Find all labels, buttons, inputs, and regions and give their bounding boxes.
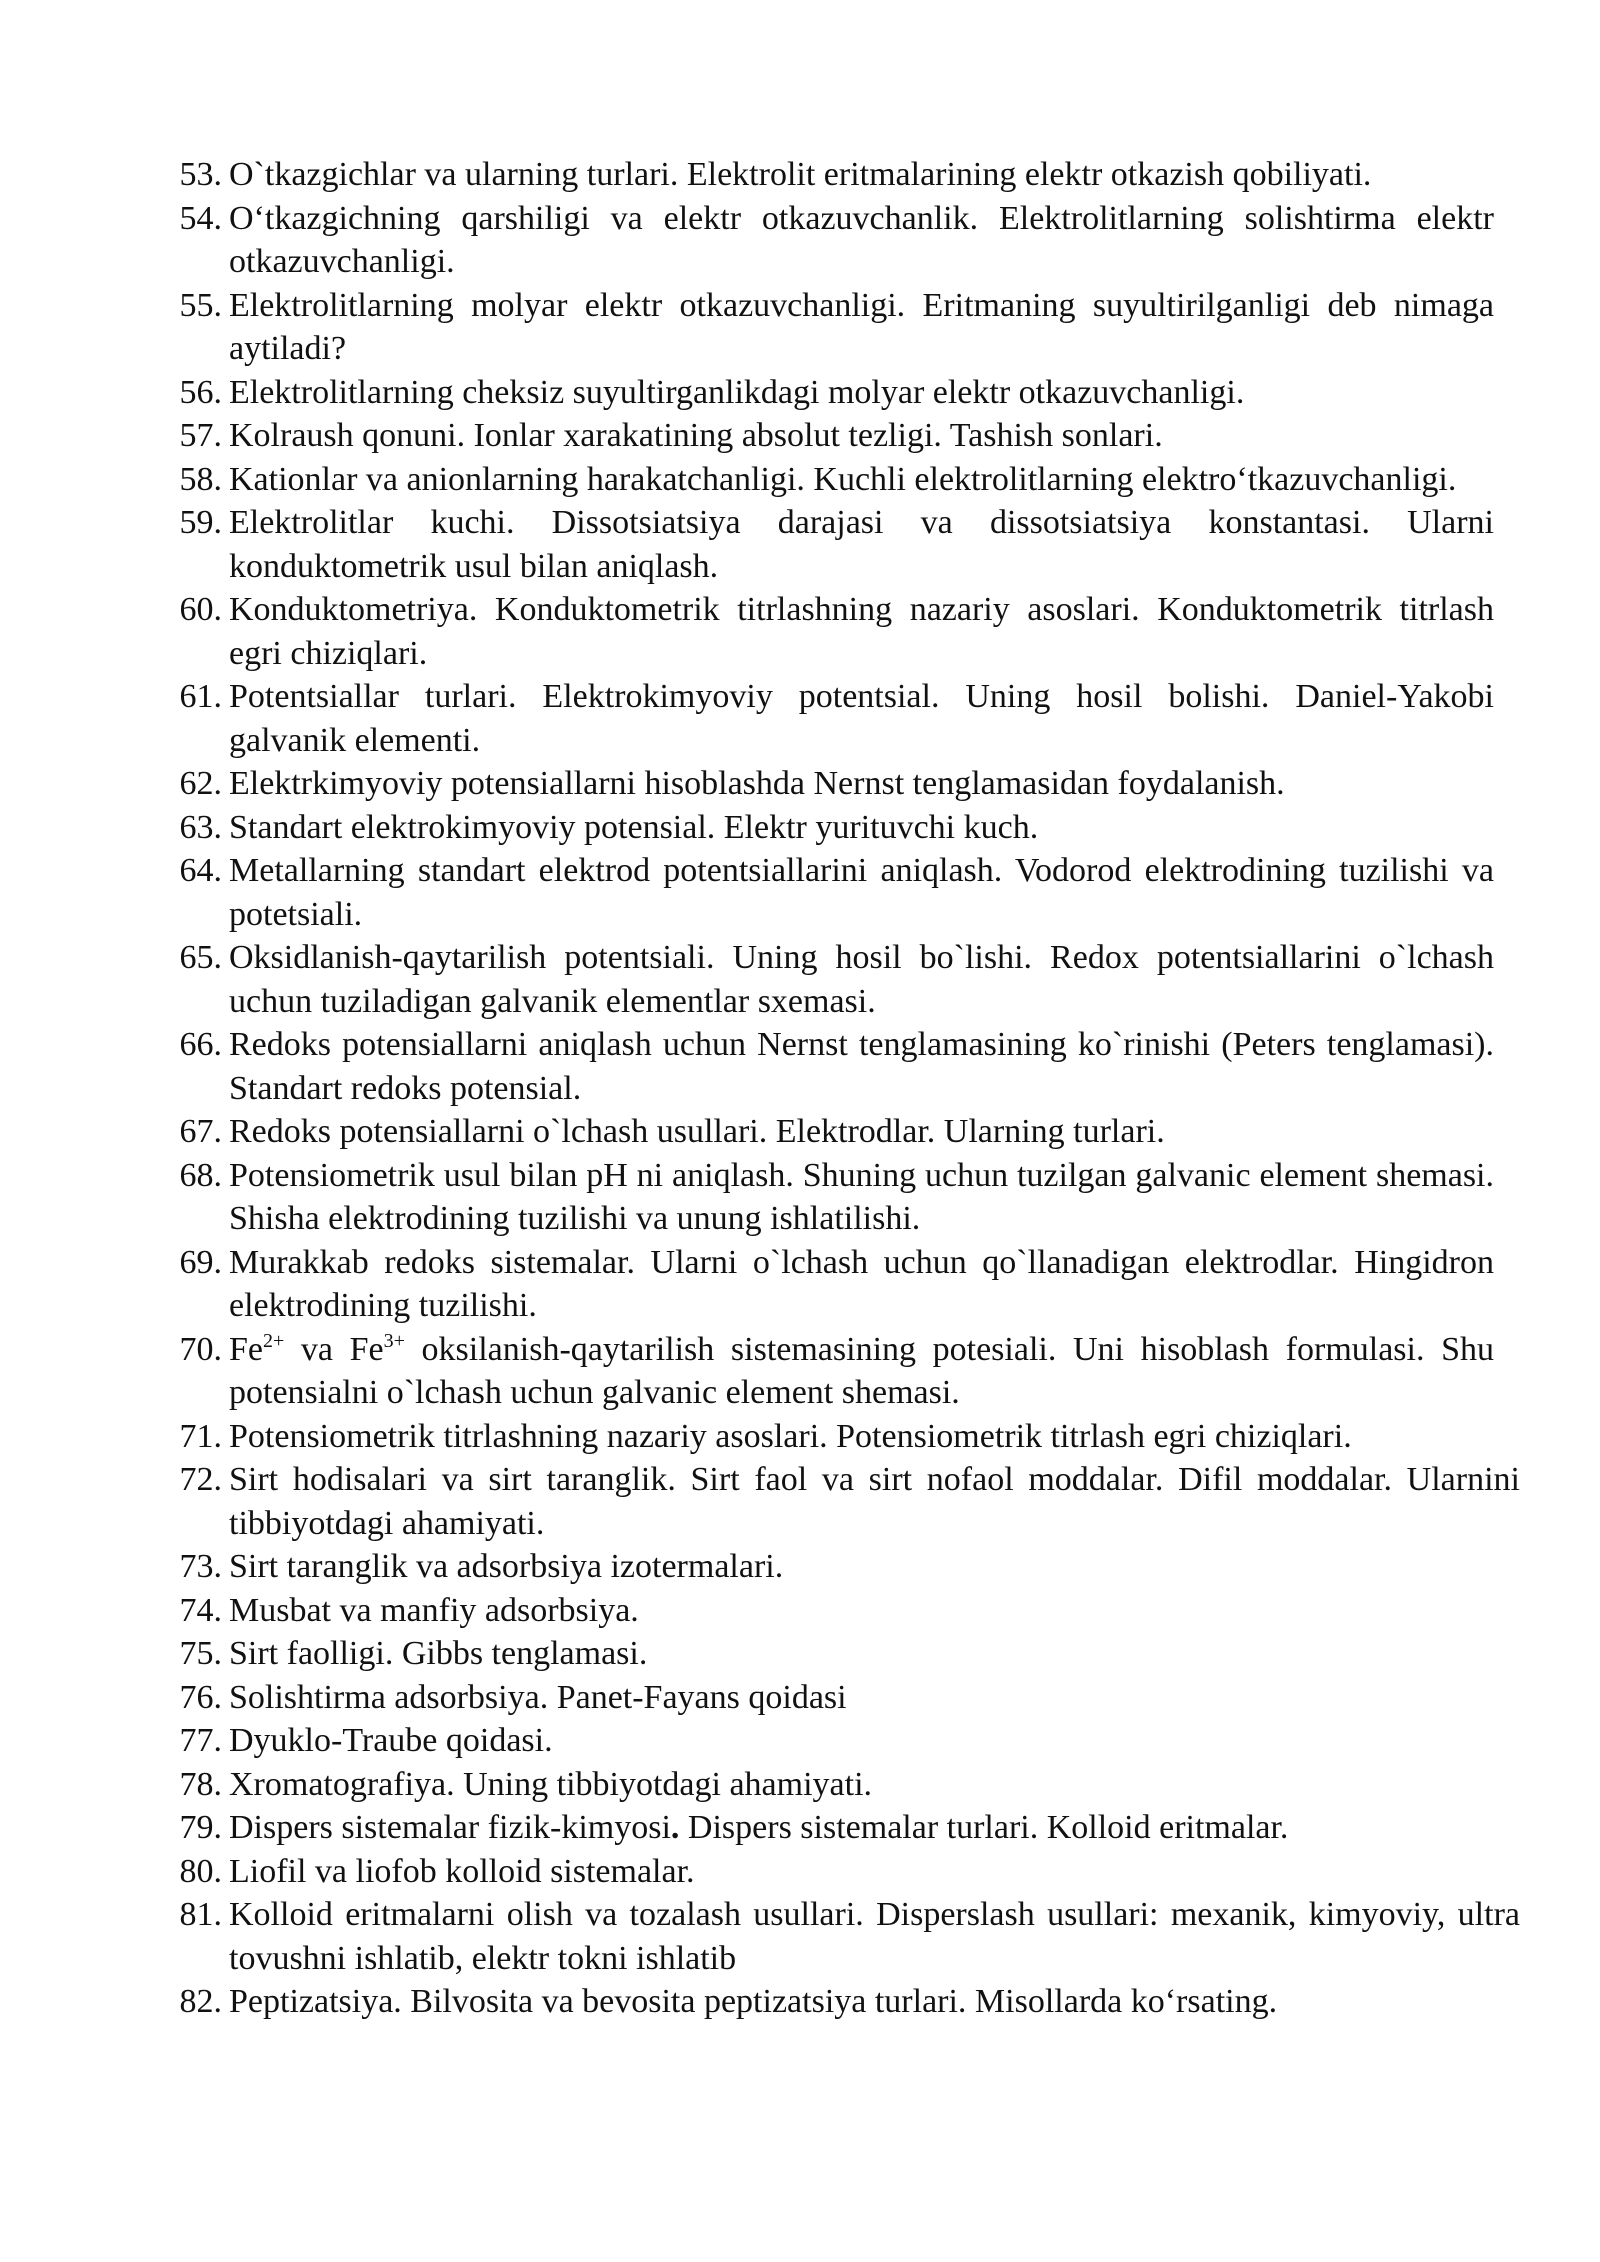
question-number: 78. [179, 1765, 222, 1803]
question-text: Standart elektrokimyoviy potensial. Elektr yurituvchi kuch. [229, 808, 1039, 846]
iron-ion-charge: 3+ [383, 1329, 405, 1352]
question-text: Solishtirma adsorbsiya. Panet-Fayans qoidasi [229, 1678, 847, 1716]
question-number: 65. [179, 939, 222, 976]
connector-text: va [284, 1330, 350, 1368]
question-item-78 [168, 1763, 1494, 1807]
question-text [229, 1328, 1494, 1415]
question-item-73 [168, 1545, 1494, 1589]
question-item-72 [168, 1458, 1520, 1545]
question-item-81 [168, 1893, 1520, 1980]
question-text: Kationlar va anionlarning harakatchanligi. Kuchli elektrolitlarning elektro‘tkazuvchanligi. [229, 460, 1457, 498]
question-number: 58. [179, 460, 222, 498]
iron-ion-symbol: Fe [229, 1330, 263, 1368]
question-item-80 [168, 1850, 1494, 1894]
question-text: Redoks potensiallarni o`lchash usullari. Elektrodlar. Ularning turlari. [229, 1113, 1165, 1150]
question-number: 75. [179, 1635, 222, 1672]
question-text: Elektrkimyoviy potensiallarni hisoblashda Nernst tenglamasidan foydalanish. [229, 765, 1285, 802]
question-text: Xromatografiya. Uning tibbiyotdagi ahamiyati. [229, 1765, 873, 1803]
question-text: Murakkab redoks sistemalar. Ularni o`lchash uchun qo`llanadigan elektrodlar. Hingidron elektrodining tuzilishi. [229, 1243, 1494, 1324]
question-item-79 [168, 1806, 1494, 1850]
question-item-57 [168, 414, 1494, 458]
question-number: 70. [179, 1330, 222, 1368]
question-text: Elektrolitlar kuchi. Dissotsiatsiya darajasi va dissotsiatsiya konstantasi. Ularni konduktometrik usul bilan aniqlash. [229, 504, 1494, 585]
question-item-65 [168, 936, 1494, 1023]
question-number: 79. [179, 1809, 222, 1846]
iron-ion-charge: 2+ [263, 1329, 285, 1352]
question-item-55 [168, 284, 1494, 371]
question-text: Musbat va manfiy adsorbsiya. [229, 1591, 639, 1629]
question-item-53 [168, 153, 1494, 197]
question-number: 80. [179, 1852, 222, 1890]
question-number: 60. [179, 591, 222, 628]
question-text [229, 1806, 1494, 1850]
question-item-54 [168, 197, 1494, 284]
question-number: 57. [179, 417, 222, 454]
question-number: 59. [179, 504, 222, 541]
question-number: 72. [179, 1461, 222, 1498]
question-text: Sirt hodisalari va sirt taranglik. Sirt faol va sirt nofaol moddalar. Difil moddalar. Ularnini tibbiyotdagi ahamiyati. [229, 1461, 1520, 1542]
question-item-62 [168, 762, 1494, 806]
question-text: Metallarning standart elektrod potentsiallarini aniqlash. Vodorod elektrodining tuzilishi va potetsiali. [229, 852, 1494, 933]
question-item-67 [168, 1110, 1494, 1154]
question-text: Elektrolitlarning molyar elektr otkazuvchanligi. Eritmaning suyultirilganligi deb nimaga aytiladi? [229, 286, 1494, 367]
question-item-59 [168, 501, 1494, 588]
question-list [168, 153, 1520, 2024]
question-text: Sirt faolligi. Gibbs tenglamasi. [229, 1635, 648, 1672]
question-number: 55. [179, 286, 222, 324]
question-number: 74. [179, 1591, 222, 1629]
question-item-66 [168, 1023, 1494, 1110]
question-text: Kolloid eritmalarni olish va tozalash usullari. Disperslash usullari: mexanik, kimyoviy, ultra tovushni ishlatib, elektr tokni ishlatib [229, 1896, 1520, 1977]
question-number: 77. [179, 1722, 222, 1759]
question-number: 82. [179, 1983, 222, 2020]
question-item-76 [168, 1676, 1494, 1720]
question-text: Sirt taranglik va adsorbsiya izotermalari. [229, 1548, 784, 1585]
question-text: Redoks potensiallarni aniqlash uchun Nernst tenglamasining ko`rinishi (Peters tenglamasi). Standart redoks potensial. [229, 1026, 1494, 1107]
question-number: 69. [179, 1243, 222, 1281]
question-item-77 [168, 1719, 1494, 1763]
question-text-remainder: oksilanish-qaytarilish sistemasining potesiali. Uni hisoblash formulasi. Shu potensialni o`lchash uchun galvanic element shemasi. [229, 1330, 1495, 1411]
question-number: 56. [179, 373, 222, 411]
question-text: Kolraush qonuni. Ionlar xarakatining absolut tezligi. Tashish sonlari. [229, 417, 1163, 454]
question-text: Peptizatsiya. Bilvosita va bevosita peptizatsiya turlari. Misollarda ko‘rsating. [229, 1983, 1278, 2020]
question-number: 64. [179, 852, 222, 889]
question-number: 76. [179, 1678, 222, 1716]
question-number: 53. [179, 156, 222, 193]
question-number: 67. [179, 1113, 222, 1150]
question-item-64 [168, 849, 1494, 936]
question-text: Elektrolitlarning cheksiz suyultirganlikdagi molyar elektr otkazuvchanligi. [229, 373, 1245, 411]
question-item-61 [168, 675, 1494, 762]
question-text: Potensiometrik titrlashning nazariy asoslari. Potensiometrik titrlash egri chiziqlari. [229, 1417, 1352, 1455]
question-text: Oksidlanish-qaytarilish potentsiali. Uning hosil bo`lishi. Redox potentsiallarini o`lchash uchun tuziladigan galvanik elementlar sxemasi. [229, 939, 1494, 1020]
question-text-start: Dispers sistemalar fizik-kimyosi [229, 1809, 671, 1846]
question-item-63 [168, 806, 1494, 850]
question-item-69 [168, 1241, 1494, 1328]
question-number: 68. [179, 1156, 222, 1194]
question-item-82 [168, 1980, 1494, 2024]
iron-ion-symbol: Fe [349, 1330, 384, 1368]
question-text: O‘tkazgichning qarshiligi va elektr otkazuvchanlik. Elektrolitlarning solishtirma elektr otkazuvchanligi. [229, 199, 1494, 280]
question-number: 71. [179, 1417, 222, 1455]
question-text: Potentsiallar turlari. Elektrokimyoviy potentsial. Uning hosil bolishi. Daniel-Yakobi galvanik elementi. [229, 678, 1494, 759]
question-text: Konduktometriya. Konduktometrik titrlashning nazariy asoslari. Konduktometrik titrlash egri chiziqlari. [229, 591, 1494, 672]
question-text: O`tkazgichlar va ularning turlari. Elektrolit eritmalarining elektr otkazish qobiliyati. [229, 156, 1372, 193]
question-text: Liofil va liofob kolloid sistemalar. [229, 1852, 695, 1890]
question-item-60 [168, 588, 1494, 675]
bold-period: . [670, 1809, 680, 1846]
question-number: 62. [179, 765, 222, 802]
question-item-74 [168, 1589, 1494, 1633]
question-item-71 [168, 1415, 1494, 1459]
question-item-75 [168, 1632, 1494, 1676]
question-item-68 [168, 1154, 1494, 1241]
question-text: Potensiometrik usul bilan pH ni aniqlash. Shuning uchun tuzilgan galvanic element shemasi. Shisha elektrodining tuzilishi va unung ishlatilishi. [229, 1156, 1494, 1237]
question-number: 81. [179, 1896, 222, 1933]
question-item-56 [168, 371, 1494, 415]
question-number: 73. [179, 1548, 222, 1585]
question-item-70 [168, 1328, 1494, 1415]
question-number: 61. [179, 678, 222, 715]
question-text-end: Dispers sistemalar turlari. Kolloid eritmalar. [679, 1809, 1289, 1846]
question-item-58 [168, 458, 1494, 502]
question-text: Dyuklo-Traube qoidasi. [229, 1722, 553, 1759]
question-number: 54. [179, 199, 222, 237]
question-number: 63. [179, 808, 222, 846]
question-number: 66. [179, 1026, 222, 1063]
